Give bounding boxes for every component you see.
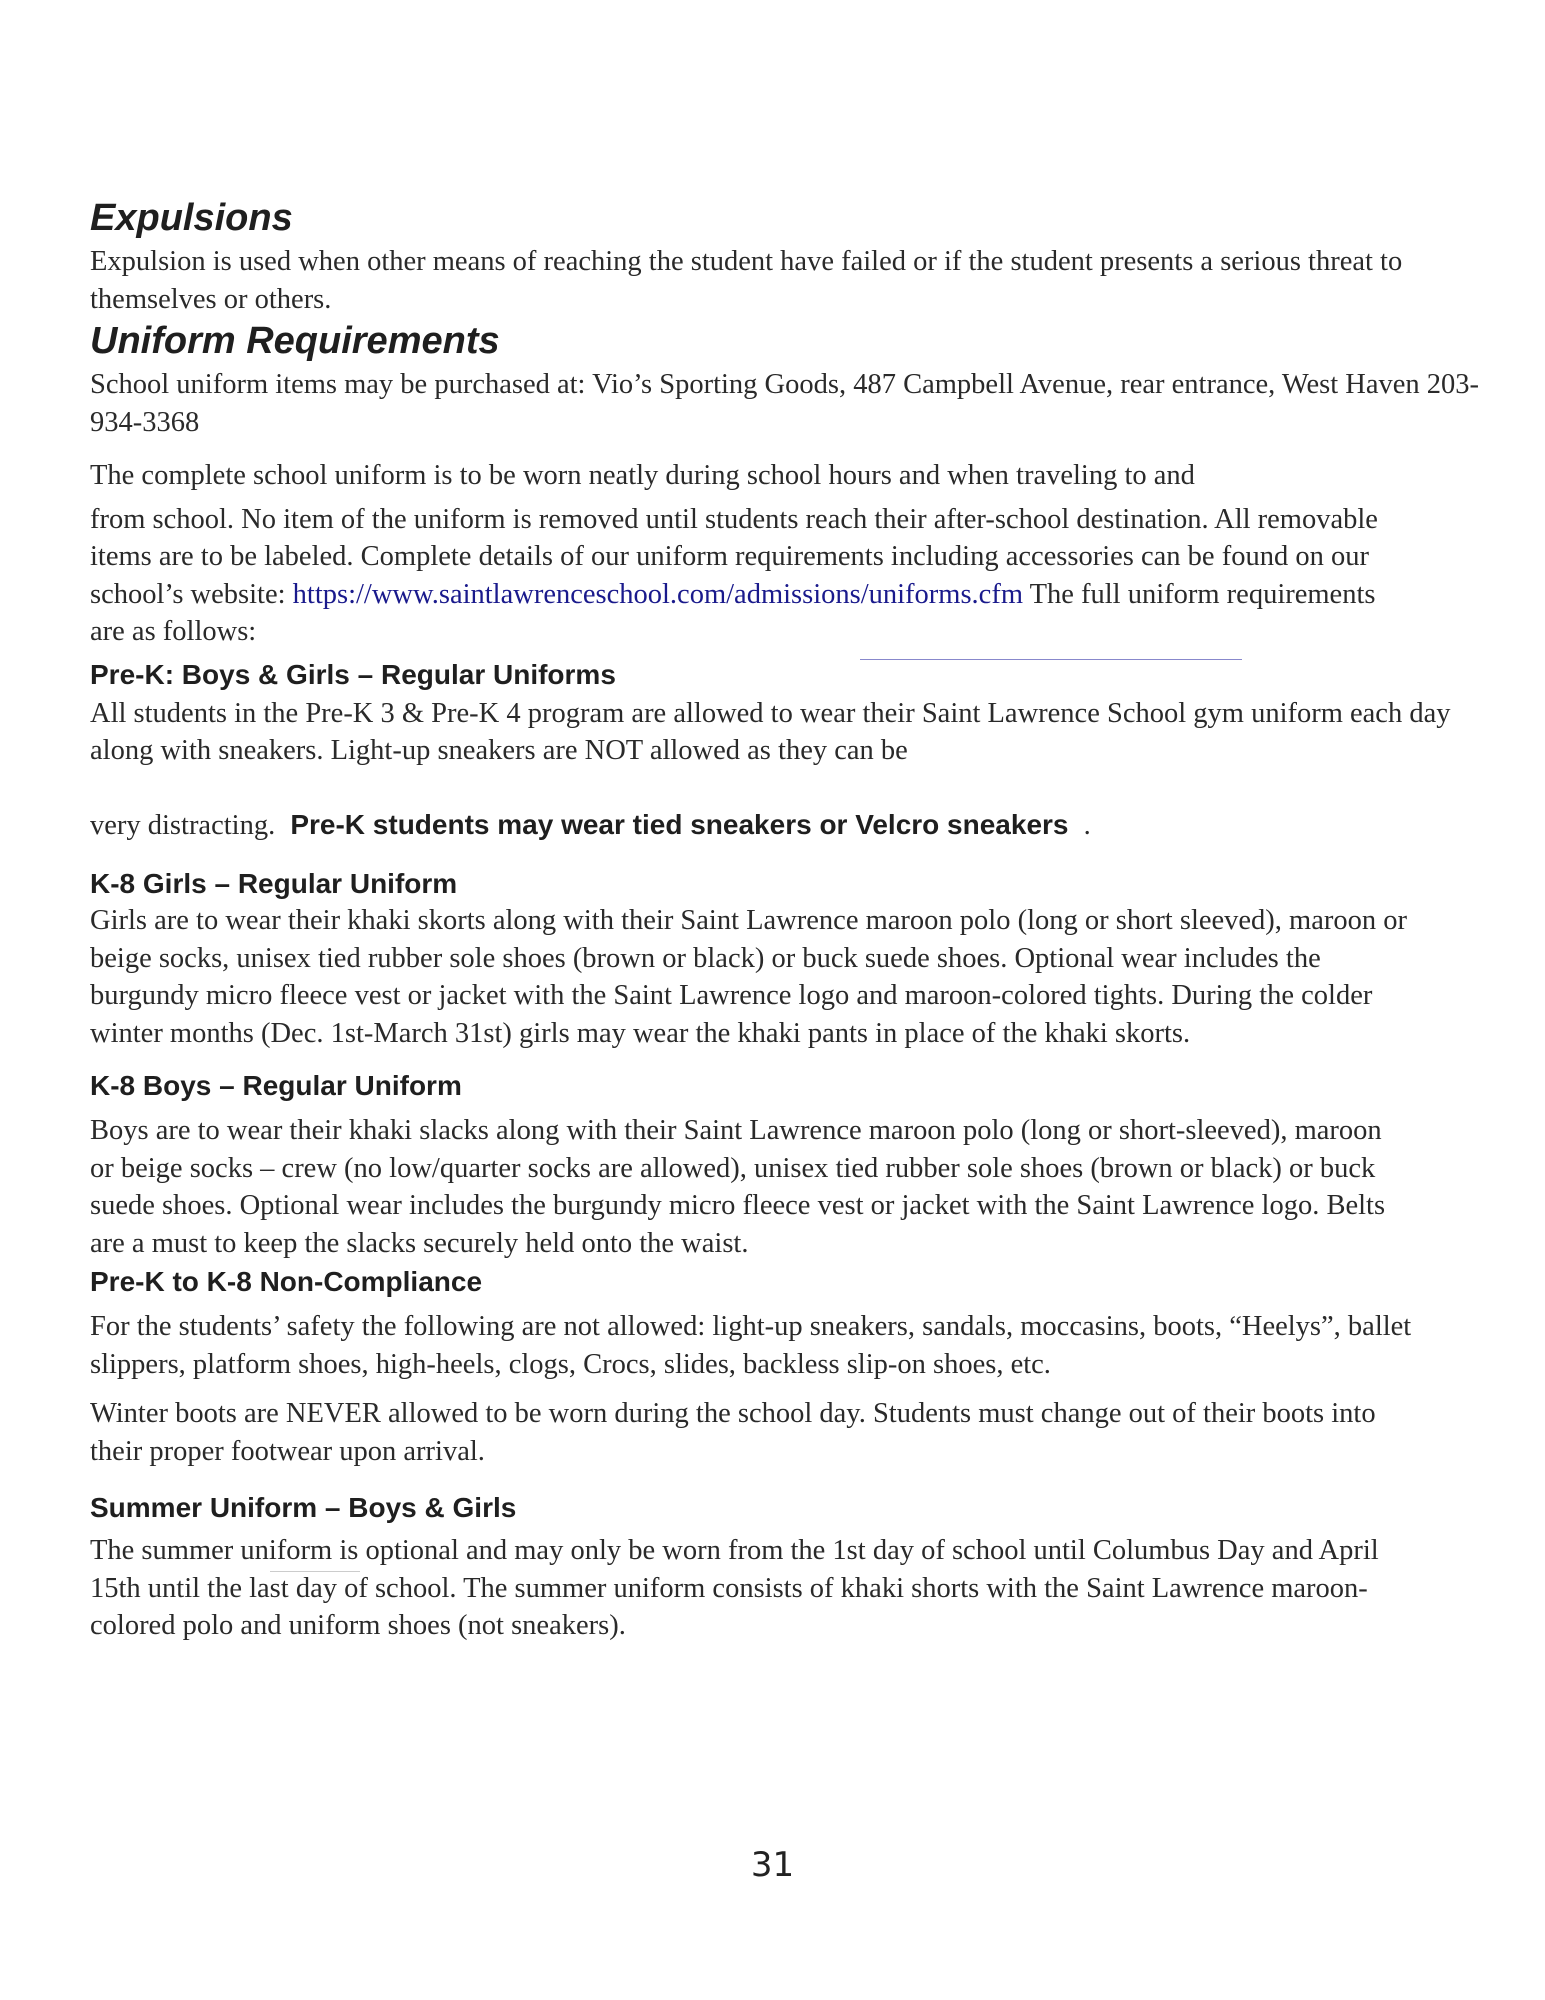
prek-body-continued	[90, 806, 1480, 845]
boys-body: Boys are to wear their khaki slacks along with their Saint Lawrence maroon polo (long or short-sleeved), maroon or beige socks – crew (no low/quarter socks are allowed), unisex tied rubber sole shoes (brown or black) or buck suede shoes. Optional wear includes the burgundy micro fleece vest or jacket with the Saint Lawrence logo. Belts are a must to keep the slacks securely held onto the waist.	[90, 1115, 1386, 1259]
stray-mark	[270, 1571, 360, 1572]
uniforms-website-link[interactable]: https://www.saintlawrenceschool.com/admissions/uniforms.cfm	[292, 578, 1023, 610]
noncompliance-body: For the students’ safety the following are not allowed: light-up sneakers, sandals, moccasins, boots, “Heelys”, ballet slippers, platform shoes, high-heels, clogs, Crocs, slides, backless slip-on shoes, etc.	[90, 1311, 1412, 1380]
document-page	[90, 195, 1480, 1645]
uniform-complete-text: from school. No item of the uniform is removed until students reach their after-school destination. All removable items are to be labeled. Complete details of our uniform requirements including accessories can be found on our school’s website:	[90, 503, 1378, 610]
prek-distracting-text: very distracting.	[90, 809, 276, 841]
prek-heading: Pre-K: Boys & Girls – Regular Uniforms	[90, 658, 616, 690]
expulsions-title: Expulsions	[90, 197, 293, 239]
winter-boots-body: Winter boots are NEVER allowed to be worn during the school day. Students must change out of their boots into their proper footwear upon arrival.	[90, 1398, 1376, 1467]
boys-heading: K-8 Boys – Regular Uniform	[90, 1070, 462, 1101]
prek-sneakers-note: Pre-K students may wear tied sneakers or Velcro sneakers	[290, 808, 1069, 840]
summer-heading: Summer Uniform – Boys & Girls	[90, 1492, 517, 1523]
uniform-complete-paragraph	[90, 501, 1410, 651]
prek-period: .	[1083, 809, 1091, 841]
girls-heading: K-8 Girls – Regular Uniform	[90, 868, 458, 899]
uniform-complete-line1: The complete school uniform is to be worn neatly during school hours and when traveling to and	[90, 460, 1195, 491]
uniform-purchase-text: School uniform items may be purchased at: Vio’s Sporting Goods, 487 Campbell Avenue, rear entrance, West Haven 203-934-3368	[90, 369, 1480, 438]
stray-underline	[860, 659, 1242, 660]
prek-body: All students in the Pre-K 3 & Pre-K 4 program are allowed to wear their Saint Lawrence School gym uniform each day along with sneakers. Light-up sneakers are NOT allowed as they can be	[90, 697, 1451, 766]
girls-body: Girls are to wear their khaki skorts along with their Saint Lawrence maroon polo (long or short sleeved), maroon or beige socks, unisex tied rubber sole shoes (brown or black) or buck suede shoes. Optional wear includes the burgundy micro fleece vest or jacket with the Saint Lawrence logo and maroon-colored tights. During the colder winter months (Dec. 1st-March 31st) girls may wear the khaki pants in place of the khaki skorts.	[90, 905, 1407, 1049]
uniform-title: Uniform Requirements	[90, 320, 500, 362]
uniform-complete-after-link: The full uniform requirements are as follows:	[90, 578, 1376, 647]
summer-body: The summer uniform is optional and may only be worn from the 1st day of school until Columbus Day and April 15th until the last day of school. The summer uniform consists of khaki shorts with the Saint Lawrence maroon-colored polo and uniform shoes (not sneakers).	[90, 1535, 1379, 1641]
page-number: 31	[750, 1845, 795, 1885]
noncompliance-heading: Pre-K to K-8 Non-Compliance	[90, 1266, 483, 1297]
expulsions-body: Expulsion is used when other means of reaching the student have failed or if the student presents a serious threat to themselves or others.	[90, 246, 1403, 315]
